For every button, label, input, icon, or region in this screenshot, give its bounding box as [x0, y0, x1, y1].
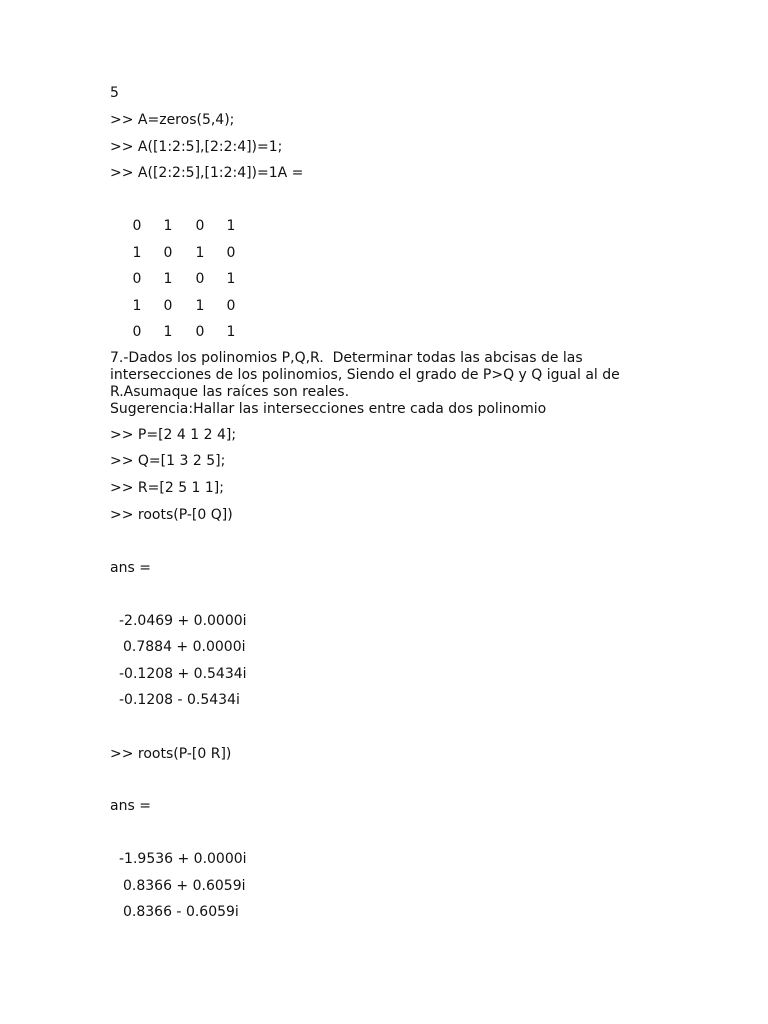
matrix-cell: 1 [132, 298, 142, 314]
matrix-cell: 1 [163, 218, 173, 234]
matrix-cell: 1 [163, 271, 173, 287]
matrix-cell: 0 [163, 245, 173, 261]
matrix-cell: 0 [195, 324, 205, 340]
root-value: -1.9536 + 0.0000i [119, 851, 247, 867]
root-value: 0.8366 - 0.6059i [123, 904, 239, 920]
matrix-cell: 0 [132, 324, 142, 340]
command-line: >> A([2:2:5],[1:2:4])=1A = [110, 165, 304, 181]
suggestion-line: Sugerencia:Hallar las intersecciones entre cada dos polinomio [110, 401, 547, 417]
matrix-cell: 0 [132, 271, 142, 287]
ans-label: ans = [110, 560, 151, 576]
matrix-cell: 0 [226, 298, 236, 314]
matrix-cell: 0 [195, 218, 205, 234]
root-value: 0.8366 + 0.6059i [123, 878, 246, 894]
command-line: >> R=[2 5 1 1]; [110, 480, 224, 496]
command-line: >> roots(P-[0 Q]) [110, 507, 233, 523]
matrix-cell: 1 [195, 298, 205, 314]
command-line: >> P=[2 4 1 2 4]; [110, 427, 237, 443]
command-line: >> A=zeros(5,4); [110, 112, 235, 128]
problem-line: R.Asumaque las raíces son reales. [110, 384, 350, 400]
section-number: 5 [110, 85, 119, 101]
root-value: -0.1208 - 0.5434i [119, 692, 240, 708]
ans-label: ans = [110, 798, 151, 814]
problem-line: 7.-Dados los polinomios P,Q,R. Determinar todas las abcisas de las [110, 350, 583, 366]
problem-line: intersecciones de los polinomios, Siendo el grado de P>Q y Q igual al de [110, 367, 620, 383]
matrix-cell: 0 [163, 298, 173, 314]
matrix-cell: 1 [195, 245, 205, 261]
command-line: >> A([1:2:5],[2:2:4])=1; [110, 139, 283, 155]
matrix-cell: 1 [163, 324, 173, 340]
command-line: >> roots(P-[0 R]) [110, 746, 232, 762]
matrix-cell: 1 [132, 245, 142, 261]
matrix-cell: 1 [226, 324, 236, 340]
matrix-cell: 1 [226, 218, 236, 234]
matrix-cell: 0 [226, 245, 236, 261]
matrix-cell: 0 [195, 271, 205, 287]
root-value: -2.0469 + 0.0000i [119, 613, 247, 629]
root-value: -0.1208 + 0.5434i [119, 666, 247, 682]
root-value: 0.7884 + 0.0000i [123, 639, 246, 655]
matrix-cell: 1 [226, 271, 236, 287]
problem-statement [110, 350, 650, 418]
command-line: >> Q=[1 3 2 5]; [110, 453, 226, 469]
matrix-cell: 0 [132, 218, 142, 234]
